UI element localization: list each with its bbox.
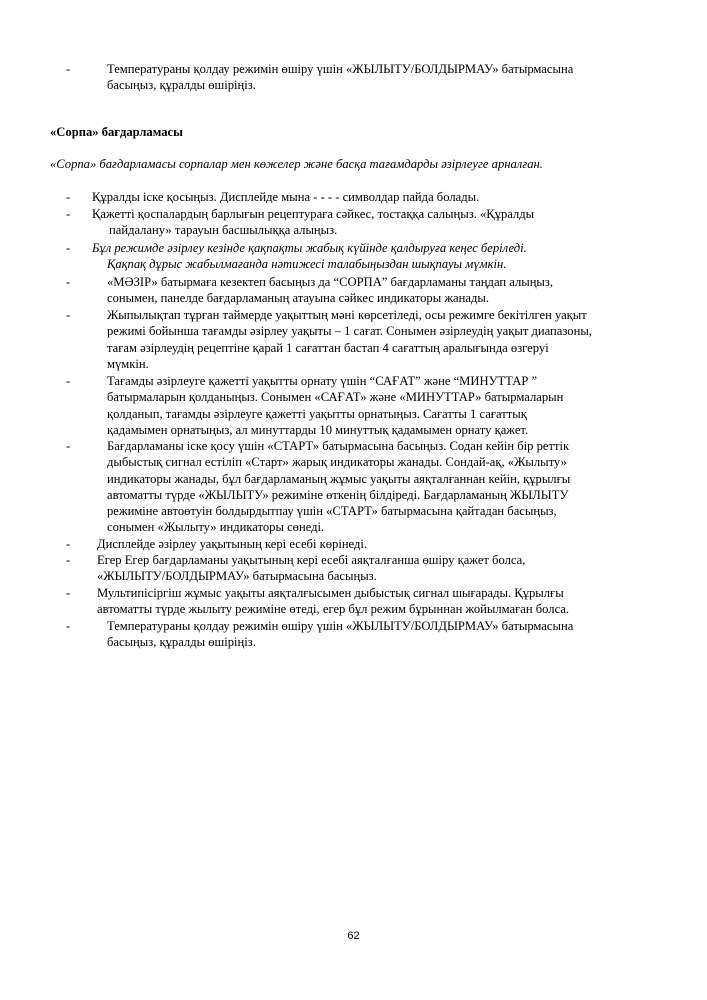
text-line: автоматты түрде жылыту режиміне өтеді, егер бұл режим бұрыннан жойылмаған болса.: [97, 602, 570, 617]
text-line: Дисплейде әзірлеу уақытының кері есебі көрінеді.: [97, 537, 368, 551]
bullet-dash: -: [66, 374, 71, 388]
list-item: [66, 206, 666, 239]
text-line: автоматты түрде «ЖЫЛЫТУ» режиміне өткенің білдіреді. Бағдарламаның ЖЫЛЫТУ: [107, 487, 569, 502]
list-item: [66, 307, 666, 372]
text-line: тағам әзірлеудің рецептіне қарай 1 сағаттан бастап 4 сағаттың аралығында өзгеруі: [107, 340, 549, 355]
text-line: «ЖЫЛЫТУ/БОЛДЫРМАУ» батырмасына басыңыз.: [97, 569, 377, 584]
top-list-item: [66, 61, 666, 94]
text-line: батырмаларын қолданыңыз. Сонымен «САҒАТ» және «МИНУТТАР» батырмаларын: [107, 390, 564, 405]
list-item-note: [66, 240, 666, 273]
list-item: [66, 438, 666, 536]
list-item: [66, 585, 666, 618]
text-line: Температураны қолдау режимін өшіру үшін «ЖЫЛЫТУ/БОЛДЫРМАУ» батырмасына: [107, 619, 574, 633]
text-line: пайдалану» тарауын басшылыққа алыңыз.: [109, 223, 338, 238]
text-line: режимі бойынша тағамды әзірлеу уақыты – 1 сағат. Сонымен әзірлеудің уақыт диапазоны,: [107, 324, 592, 339]
text-line: Құралды іске қосыңыз. Дисплейде мына - - - - символдар пайда болады.: [92, 190, 480, 204]
text-line: индикаторы жанады, бұл бағдарламаның жұмыс уақыты аяқталғаннан кейін, құрылғы: [107, 471, 571, 486]
bullet-dash: -: [66, 537, 71, 551]
list-item: [66, 274, 666, 307]
text-line: Қақпақ дұрыс жабылмағанда нәтижесі талабыңыздан шықпауы мүмкін.: [107, 257, 507, 272]
text-line: режиміне автоөтуін болдырдытпау үшін «СТАРТ» батырмасына қайтадан басыңыз,: [107, 504, 557, 519]
page-number: 62: [347, 930, 360, 942]
text-line: басыңыз, құралды өшіріңіз.: [107, 78, 256, 93]
bullet-dash: -: [66, 190, 71, 204]
text-line: сонымен, панелде бағдарламаның атауына сәйкес индикаторы жанады.: [107, 291, 489, 306]
text-line: Егер Егер бағдарламаны уақытының кері есебі аяқталғанша өшіру қажет болса,: [97, 553, 526, 567]
list-item: [66, 373, 666, 438]
list-item: [66, 552, 666, 585]
text-line: дыбыстық сигнал естіліп «Старт» жарық индикаторы жанады. Сондай-ақ, «Жылыту»: [107, 455, 567, 470]
bullet-dash: -: [66, 308, 71, 322]
bullet-dash: -: [66, 439, 71, 453]
section-subtitle: «Сорпа» бағдарламасы сорпалар мен көжелер және басқа тағамдарды әзірлеуге арналған.: [50, 157, 543, 171]
bullet-dash: -: [66, 62, 71, 76]
list-item: [66, 618, 666, 651]
text-line: басыңыз, құралды өшіріңіз.: [107, 635, 256, 650]
list-item: [66, 536, 666, 552]
bullet-dash: -: [66, 207, 71, 221]
text-line: қолданып, тағамды әзірлеуге қажетті уақытты орнатыңыз. Сағатты 1 сағаттық: [107, 406, 527, 421]
text-line: Тағамды әзірлеуге қажетті уақытты орнату үшін “САҒАТ” және “МИНУТТАР ”: [107, 374, 538, 388]
text-line: Қажетті қоспалардың барлығын рецептураға сәйкес, тостаққа салыңыз. «Құралды: [92, 207, 535, 221]
bullet-dash: -: [66, 553, 71, 567]
text-line: Бұл режимде әзірлеу кезінде қақпақты жабық күйінде қалдыруға кеңес беріледі.: [92, 241, 527, 255]
text-line: Мультипісіргіш жұмыс уақыты аяқталғысымен дыбыстық сигнал шығарады. Құрылғы: [97, 586, 564, 600]
bullet-dash: -: [66, 619, 71, 633]
text-line: Бағдарламаны іске қосу үшін «СТАРТ» батырмасына басыңыз. Содан кейін бір реттік: [107, 439, 570, 453]
bullet-dash: -: [66, 275, 71, 289]
list-item: [66, 189, 666, 205]
text-line: қадамымен орнатыңыз, ал минуттарды 10 минуттық қадамымен орнату қажет.: [107, 422, 529, 437]
bullet-dash: -: [66, 241, 71, 255]
text-line: мүмкін.: [107, 356, 149, 371]
text-line: сонымен «Жылыту» индикаторы сөнеді.: [107, 520, 325, 535]
bullet-dash: -: [66, 586, 71, 600]
text-line: Жыпылықтап тұрған таймерде уақыттың мәні көрсетіледі, осы режимге бекітілген уақыт: [107, 308, 587, 322]
text-line: «МӘЗІР» батырмаға кезектеп басыңыз да “СОРПА” бағдарламаны таңдап алыңыз,: [107, 275, 554, 289]
text-line: Температураны қолдау режимін өшіру үшін «ЖЫЛЫТУ/БОЛДЫРМАУ» батырмасына: [107, 62, 574, 76]
section-title: «Сорпа» бағдарламасы: [50, 125, 183, 139]
